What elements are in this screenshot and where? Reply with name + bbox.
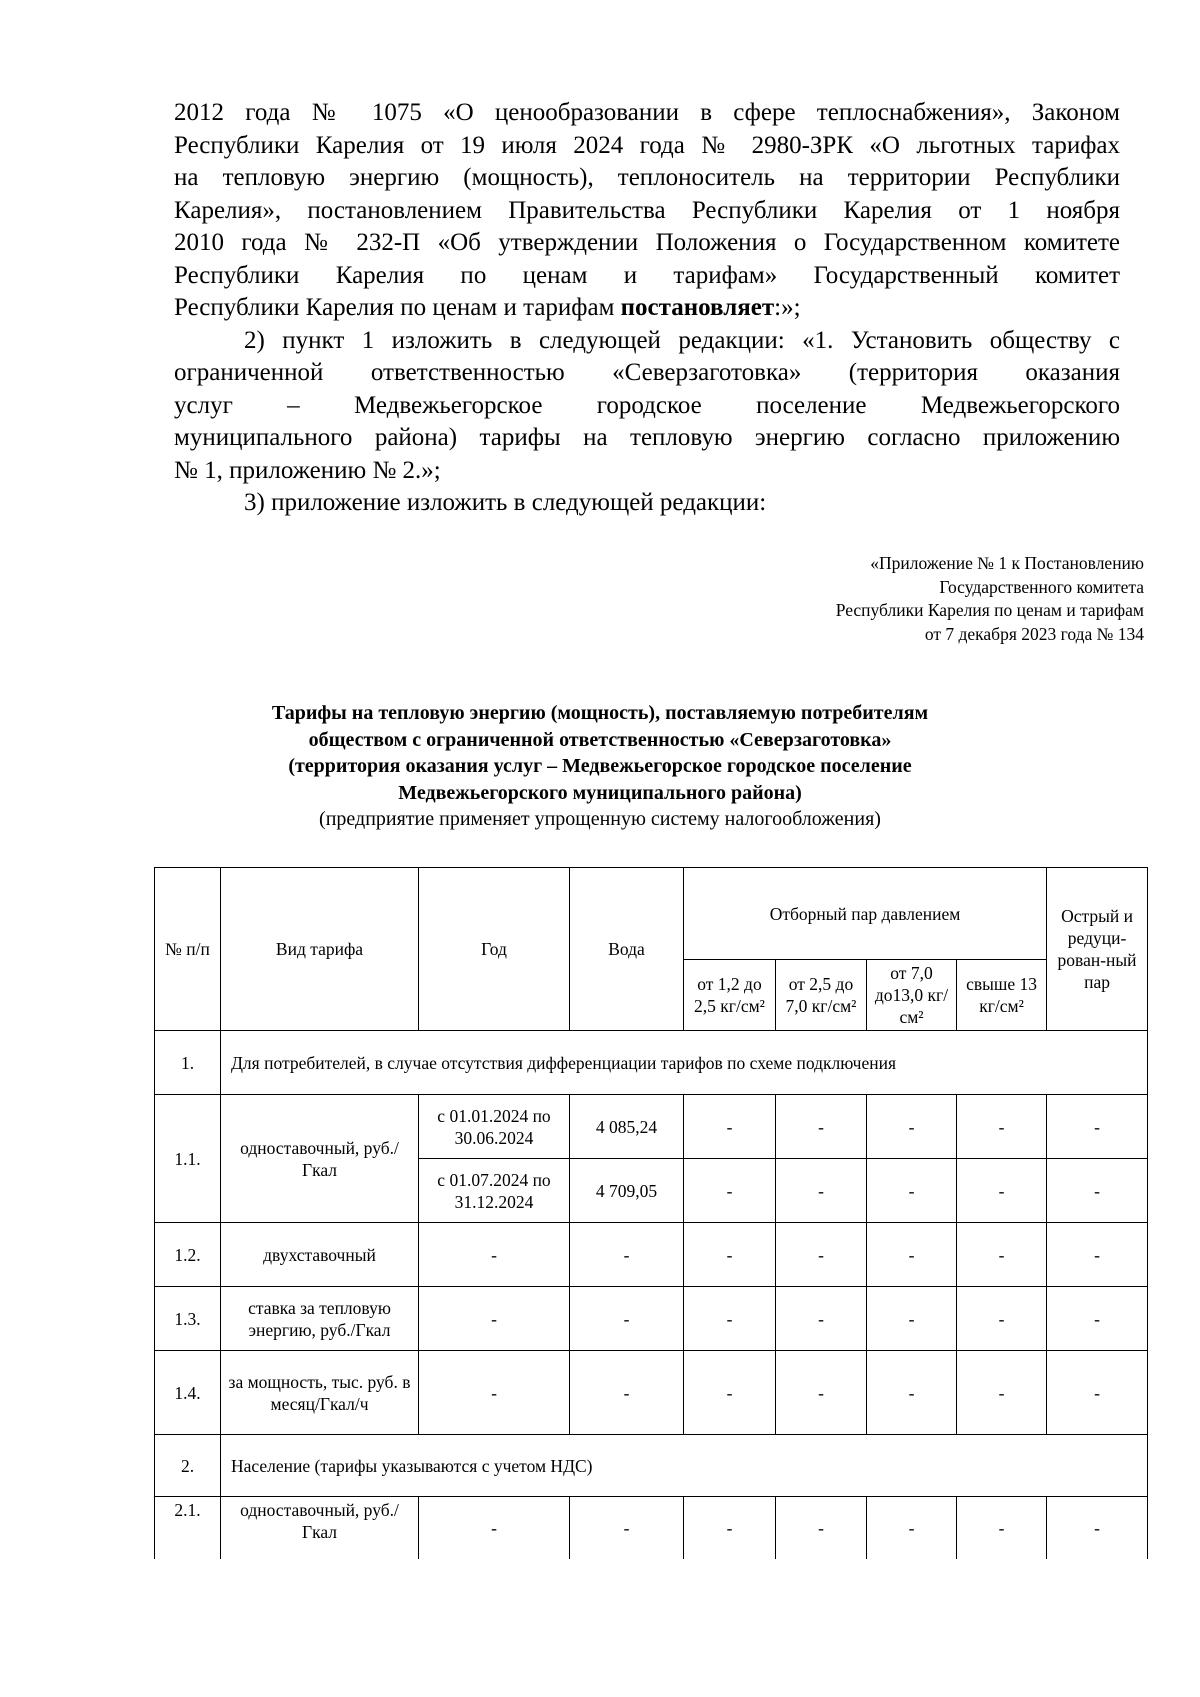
text-line: № 1, приложению № 2.»; <box>174 456 441 484</box>
row-p1: - <box>684 1287 776 1351</box>
row-water: 4 709,05 <box>570 1159 684 1223</box>
header-steam-group: Отборный пар давлением <box>684 868 1047 960</box>
row-water: - <box>570 1351 684 1435</box>
bold-word: постановляет <box>620 294 775 321</box>
row-p2: - <box>776 1159 867 1223</box>
section-label: Население (тарифы указываются с учетом НДС) <box>221 1435 1148 1497</box>
row-sharp: - <box>1047 1159 1148 1223</box>
row-p1: - <box>684 1159 776 1223</box>
row-sharp: - <box>1047 1095 1148 1159</box>
section-row <box>155 1031 1148 1095</box>
row-p2: - <box>776 1095 867 1159</box>
text-line: 2010 года № 232-П «Об утверждении Положения о Государственном комитете <box>174 229 1120 256</box>
row-p3: - <box>867 1497 957 1559</box>
title-line: (территория оказания услуг – Медвежьегорское городское поселение <box>288 755 912 777</box>
row-p1: - <box>684 1223 776 1287</box>
row-water: - <box>570 1497 684 1559</box>
row-p1: - <box>684 1351 776 1435</box>
row-p4: - <box>957 1095 1047 1159</box>
text-line: 2) пункт 1 изложить в следующей редакции: «1. Установить обществу с <box>244 326 1120 354</box>
header-sharp-steam: Острый и редуци-рован-ный пар <box>1047 868 1148 1031</box>
row-sharp: - <box>1047 1287 1148 1351</box>
row-type: одноставочный, руб./Гкал <box>221 1095 419 1223</box>
row-num: 2.1. <box>155 1497 221 1559</box>
row-sharp: - <box>1047 1351 1148 1435</box>
row-p4: - <box>957 1159 1047 1223</box>
appendix-note <box>544 552 1144 646</box>
row-num: 1.4. <box>155 1351 221 1435</box>
row-type: за мощность, тыс. руб. в месяц/Гкал/ч <box>221 1351 419 1435</box>
table-row <box>155 1351 1148 1435</box>
section-num: 1. <box>155 1031 221 1095</box>
table-row <box>155 1095 1148 1159</box>
row-p4: - <box>957 1497 1047 1559</box>
row-p3: - <box>867 1351 957 1435</box>
header-tariff-type: Вид тарифа <box>221 868 419 1031</box>
row-p4: - <box>957 1351 1047 1435</box>
row-sharp: - <box>1047 1223 1148 1287</box>
text-line: 2012 года № 1075 «О ценообразовании в сфере теплоснабжения», Законом <box>174 99 1120 126</box>
row-year: - <box>419 1287 570 1351</box>
row-num: 1.1. <box>155 1095 221 1223</box>
row-num: 1.2. <box>155 1223 221 1287</box>
row-p2: - <box>776 1497 867 1559</box>
header-row <box>155 868 1148 960</box>
row-p2: - <box>776 1223 867 1287</box>
section-num: 2. <box>155 1435 221 1497</box>
title-line: Тарифы на тепловую энергию (мощность), поставляемую потребителям <box>271 702 929 724</box>
text-line: ограниченной ответственностью «Северзаготовка» (территория оказания <box>174 359 1120 386</box>
text-line: Республики Карелия от 19 июля 2024 года № 2980-ЗРК «О льготных тарифах <box>174 131 1120 159</box>
section-label: Для потребителей, в случае отсутствия дифференциации тарифов по схеме подключения <box>221 1031 1148 1095</box>
row-type: ставка за тепловую энергию, руб./Гкал <box>221 1287 419 1351</box>
appendix-line: Республики Карелия по ценам и тарифам <box>835 600 1144 620</box>
row-year: с 01.01.2024 по 30.06.2024 <box>419 1095 570 1159</box>
table-row <box>155 1497 1148 1559</box>
tariff-table <box>154 867 1148 1559</box>
row-p1: - <box>684 1095 776 1159</box>
row-year: - <box>419 1497 570 1559</box>
row-year: - <box>419 1223 570 1287</box>
title-line: обществом с ограниченной ответственностью «Северзаготовка» <box>308 728 892 751</box>
row-water: - <box>570 1223 684 1287</box>
text-line: на тепловую энергию (мощность), теплоноситель на территории Республики <box>174 164 1120 191</box>
row-type: двухставочный <box>221 1223 419 1287</box>
header-year: Год <box>419 868 570 1031</box>
appendix-line: Государственного комитета <box>939 576 1144 597</box>
header-pressure-2: от 2,5 до 7,0 кг/см² <box>776 960 867 1031</box>
row-p4: - <box>957 1223 1047 1287</box>
row-sharp: - <box>1047 1497 1148 1559</box>
header-pressure-3: от 7,0 до13,0 кг/см² <box>867 960 957 1031</box>
row-year: - <box>419 1351 570 1435</box>
text-fragment: Республики Карелия по ценам и тарифам <box>174 294 621 321</box>
row-water: 4 085,24 <box>570 1095 684 1159</box>
text-line: Республики Карелия по ценам и тарифам» Государственный комитет <box>174 261 1120 289</box>
appendix-line: «Приложение № 1 к Постановлению <box>870 553 1144 573</box>
row-p3: - <box>867 1159 957 1223</box>
header-num: № п/п <box>155 868 221 1031</box>
body-text <box>174 97 1120 520</box>
row-num: 1.3. <box>155 1287 221 1351</box>
text-line: муниципального района) тарифы на тепловую энергию согласно приложению <box>174 424 1120 451</box>
header-pressure-1: от 1,2 до 2,5 кг/см² <box>684 960 776 1031</box>
title-line: Медвежьегорского муниципального района) <box>398 781 802 804</box>
header-pressure-4: свыше 13 кг/см² <box>957 960 1047 1031</box>
row-year: с 01.07.2024 по 31.12.2024 <box>419 1159 570 1223</box>
row-p3: - <box>867 1095 957 1159</box>
text-line <box>174 292 1120 325</box>
title-subtitle: (предприятие применяет упрощенную систему налогообложения) <box>319 808 881 830</box>
table-row <box>155 1287 1148 1351</box>
row-type: одноставочный, руб./Гкал <box>221 1497 419 1559</box>
table-title <box>150 700 1050 833</box>
header-water: Вода <box>570 868 684 1031</box>
row-p1: - <box>684 1497 776 1559</box>
text-fragment: :»; <box>774 294 801 321</box>
table-row <box>155 1223 1148 1287</box>
appendix-line: от 7 декабря 2023 года № 134 <box>924 623 1144 644</box>
text-line: Карелия», постановлением Правительства Республики Карелия от 1 ноября <box>174 196 1120 224</box>
text-line: 3) приложение изложить в следующей редакции: <box>244 489 767 516</box>
row-p2: - <box>776 1351 867 1435</box>
row-water: - <box>570 1287 684 1351</box>
row-p3: - <box>867 1287 957 1351</box>
row-p4: - <box>957 1287 1047 1351</box>
text-line: услуг – Медвежьегорское городское поселение Медвежьегорского <box>174 391 1120 419</box>
section-row <box>155 1435 1148 1497</box>
row-p2: - <box>776 1287 867 1351</box>
row-p3: - <box>867 1223 957 1287</box>
